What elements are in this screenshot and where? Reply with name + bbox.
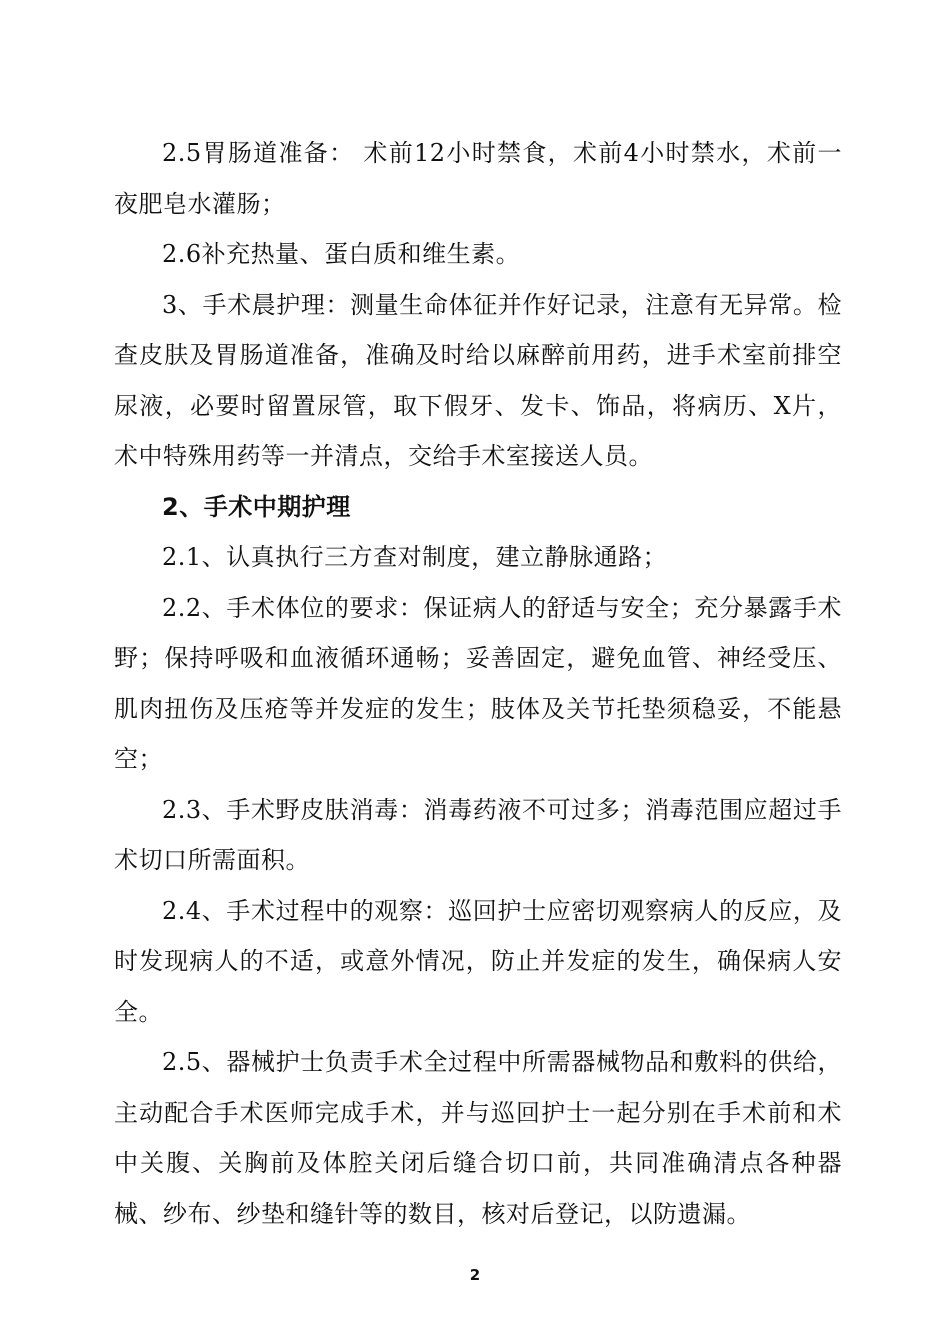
page-number: 2 [469,1266,481,1284]
paragraph-positioning: 2.2、手术体位的要求：保证病人的舒适与安全；充分暴露手术野；保持呼吸和血液循环通畅；妥善固定，避免血管、神经受压、肌肉扭伤及压疮等并发症的发生；肢体及关节托垫须稳妥，不能悬空； [114,593,842,773]
paragraph-gi-prep: 2.5胃肠道准备： 术前12小时禁食，术前4小时禁水，术前一夜肥皂水灌肠； [114,139,842,218]
paragraph-morning-care: 3、手术晨护理：测量生命体征并作好记录，注意有无异常。检查皮肤及胃肠道准备，准确及时给以麻醉前用药，进手术室前排空尿液，必要时留置尿管，取下假牙、发卡、饰品，将病历、X片，术中特殊用药等一并清点，交给手术室接送人员。 [114,290,842,470]
section-heading-intraoperative: 2、手术中期护理 [162,492,351,521]
document-body [114,128,842,1239]
paragraph-observation: 2.4、手术过程中的观察：巡回护士应密切观察病人的反应，及时发现病人的不适，或意外情况，防止并发症的发生，确保病人安全。 [114,896,842,1026]
paragraph-disinfection: 2.3、手术野皮肤消毒：消毒药液不可过多；消毒范围应超过手术切口所需面积。 [114,795,842,874]
paragraph-instrument-nurse: 2.5、器械护士负责手术全过程中所需器械物品和敷料的供给，主动配合手术医师完成手术，并与巡回护士一起分别在手术前和术中关腹、关胸前及体腔关闭后缝合切口前，共同准确清点各种器械、纱布、纱垫和缝针等的数目，核对后登记，以防遗漏。 [114,1048,842,1228]
paragraph-verification: 2.1、认真执行三方查对制度，建立静脉通路； [162,543,668,571]
paragraph-nutrition: 2.6补充热量、蛋白质和维生素。 [162,240,521,268]
